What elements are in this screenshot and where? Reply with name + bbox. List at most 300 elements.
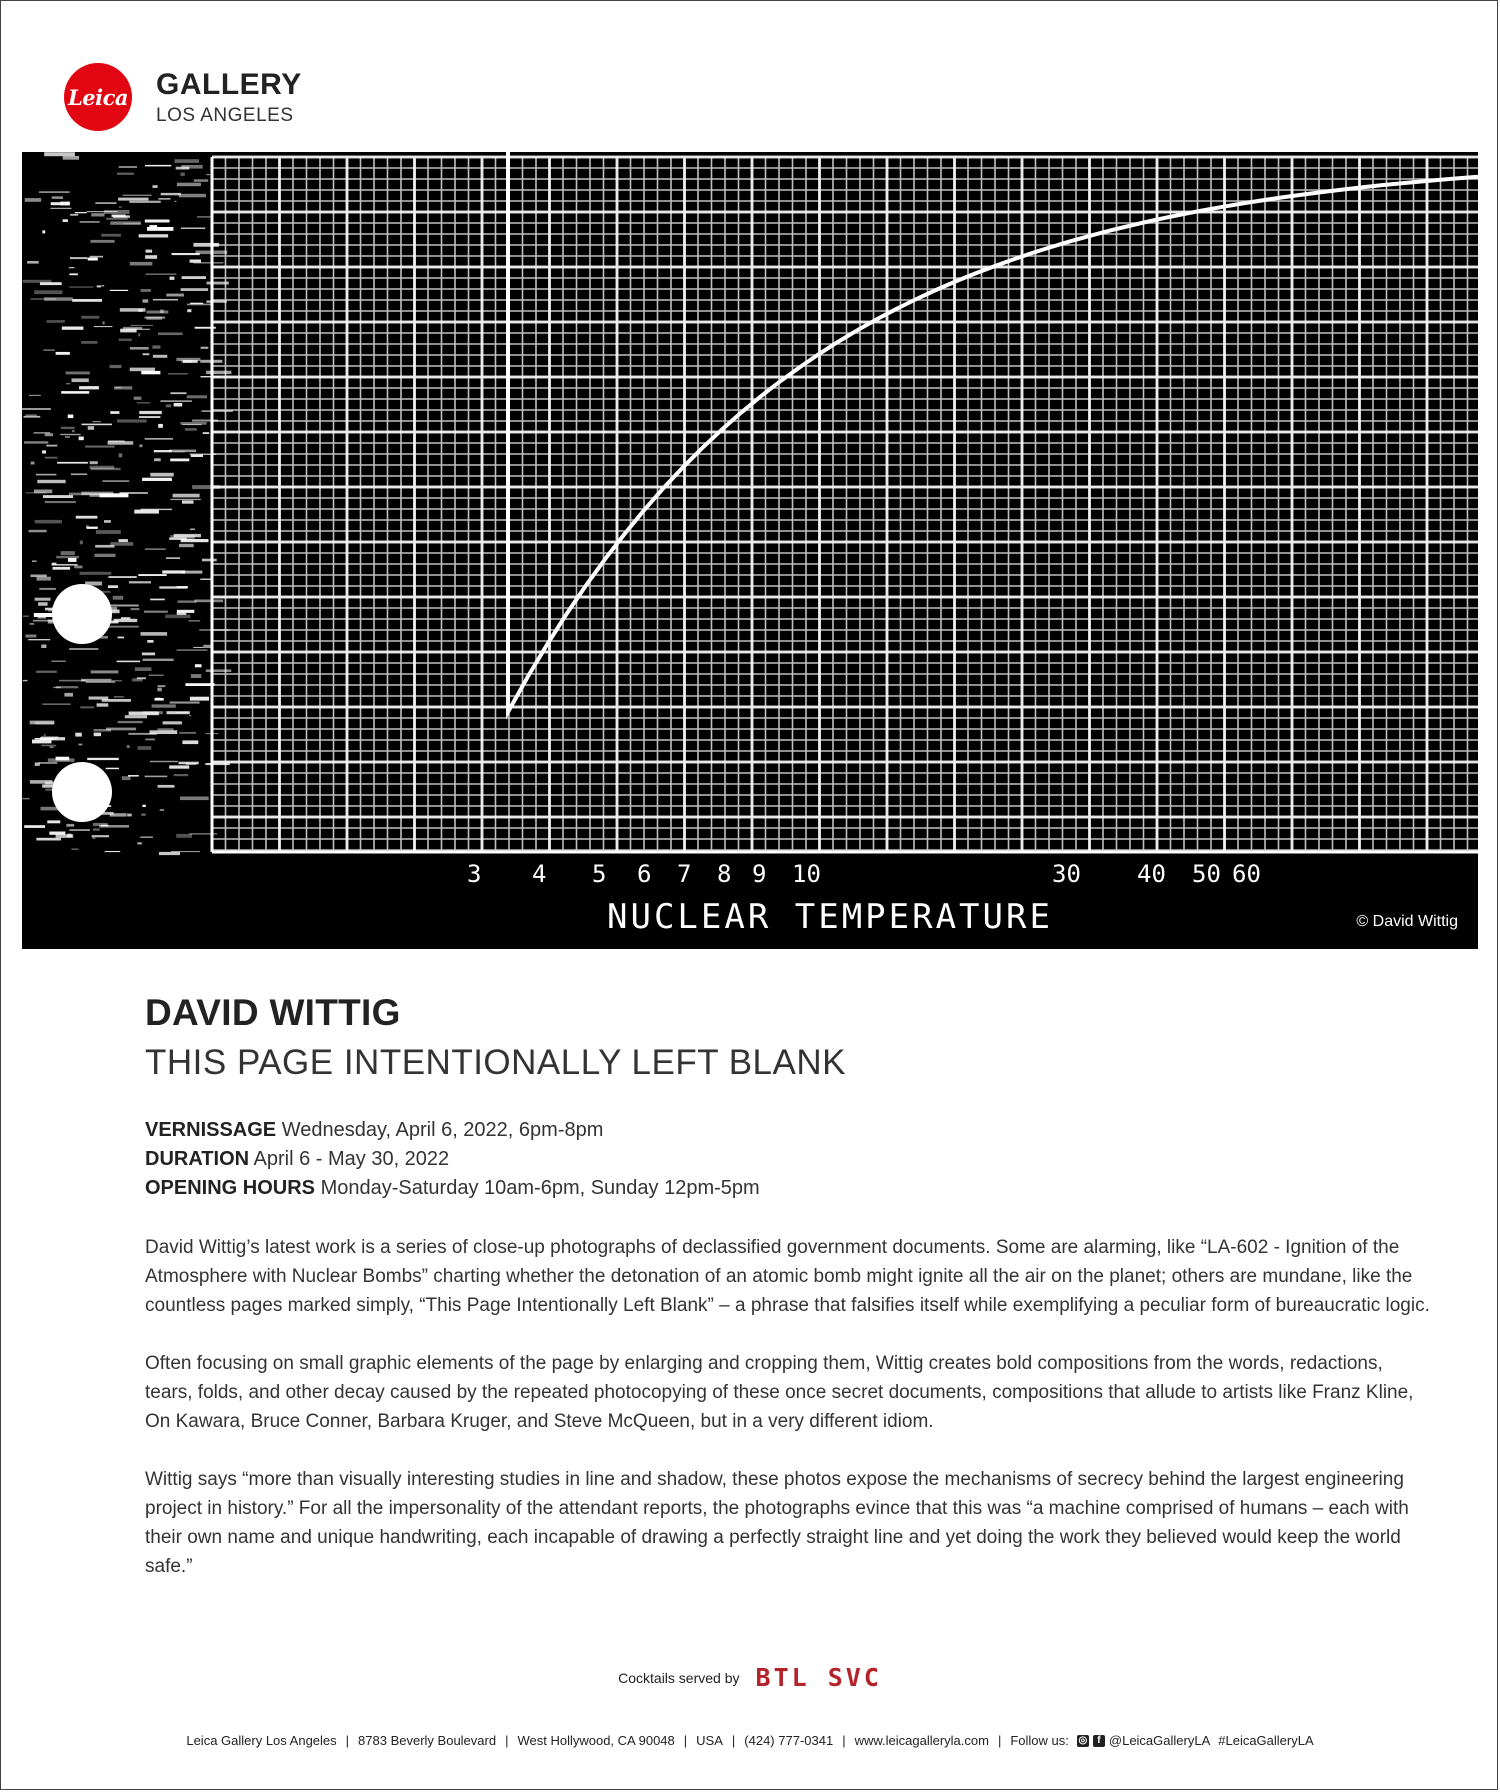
noise-speck	[111, 605, 139, 607]
noise-speck	[174, 403, 183, 407]
noise-speck	[97, 703, 109, 706]
noise-speck	[158, 685, 166, 687]
noise-speck	[138, 746, 152, 750]
noise-speck	[181, 228, 205, 229]
noise-speck	[87, 527, 98, 529]
noise-speck	[70, 257, 88, 259]
noise-speck	[105, 851, 121, 852]
noise-speck	[176, 834, 192, 838]
noise-speck	[145, 548, 166, 550]
noise-speck	[178, 600, 197, 603]
axis-tick-label: 6	[637, 860, 652, 888]
noise-speck	[101, 234, 121, 237]
noise-speck	[69, 648, 98, 650]
noise-speck	[25, 635, 36, 638]
noise-speck	[117, 173, 134, 175]
noise-speck	[38, 616, 47, 619]
noise-speck	[141, 632, 168, 636]
btl-svc-logo[interactable]: BTL SVC	[755, 1663, 882, 1692]
noise-speck	[130, 347, 149, 350]
noise-speck	[106, 768, 119, 770]
noise-speck	[134, 397, 142, 400]
noise-speck	[108, 585, 118, 588]
noise-speck	[202, 559, 217, 562]
opening-hours-label: OPENING HOURS	[145, 1177, 316, 1200]
noise-speck	[158, 424, 163, 428]
noise-speck	[190, 260, 201, 263]
noise-speck	[41, 807, 58, 811]
noise-speck	[119, 539, 128, 542]
noise-speck	[102, 481, 129, 482]
noise-speck	[71, 473, 87, 475]
noise-speck	[64, 693, 73, 697]
noise-speck	[180, 797, 209, 801]
noise-speck	[72, 299, 102, 302]
noise-speck	[108, 576, 136, 578]
noise-speck	[90, 240, 114, 243]
noise-speck	[139, 234, 169, 237]
noise-speck	[66, 372, 90, 375]
noise-speck	[93, 829, 100, 831]
noise-speck	[144, 611, 168, 613]
noise-speck	[170, 702, 200, 704]
noise-speck	[112, 215, 126, 217]
noise-speck	[181, 288, 209, 291]
noise-speck	[35, 598, 51, 601]
noise-speck	[206, 371, 231, 374]
axis-tick-label: 30	[1052, 860, 1081, 888]
noise-speck	[79, 386, 99, 389]
noise-speck	[190, 697, 209, 701]
noise-speck	[62, 327, 84, 330]
noise-speck	[187, 304, 212, 306]
noise-speck	[42, 450, 46, 453]
noise-speck	[110, 290, 129, 291]
noise-speck	[47, 820, 60, 823]
footer-handle[interactable]: @LeicaGalleryLA	[1108, 1733, 1211, 1748]
noise-speck	[35, 722, 54, 725]
axis-tick-label: 50	[1192, 860, 1221, 888]
noise-speck	[119, 166, 137, 168]
noise-speck	[123, 327, 142, 329]
axis-tick-label: 8	[717, 860, 732, 888]
noise-speck	[23, 680, 28, 681]
noise-speck	[90, 256, 103, 258]
noise-speck	[80, 221, 100, 223]
axis-tick-label: 4	[532, 860, 547, 888]
gallery-wordmark	[156, 67, 302, 126]
noise-speck	[91, 468, 121, 471]
footer-separator: |	[997, 1733, 1002, 1748]
noise-speck	[193, 243, 219, 247]
noise-speck	[134, 510, 159, 514]
footer-follow-label: Follow us:	[1010, 1733, 1069, 1748]
noise-speck	[119, 206, 122, 207]
noise-speck	[92, 837, 95, 839]
noise-speck	[71, 848, 78, 850]
noise-speck	[81, 341, 97, 344]
noise-speck	[110, 221, 141, 224]
noise-speck	[201, 376, 221, 377]
noise-speck	[36, 474, 57, 476]
artist-name: DAVID WITTIG	[145, 992, 401, 1033]
noise-speck	[153, 185, 158, 188]
noise-speck	[141, 289, 151, 292]
noise-speck	[142, 653, 155, 656]
body-paragraph-1: David Wittig’s latest work is a series of close-up photographs of declassified government documents. Some are alarming, like “LA-602 - Ignition of the Atmosphere with Nuclear Bombs” charting whether the detonation of an atomic bomb might ignite all the air on the planet; others are mundane, like the countless pages marked simply, “This Page Intentionally Left Blank” – a phrase that falsifies itself while exemplifying a peculiar form of bureaucratic logic.	[145, 1237, 1430, 1317]
noise-speck	[157, 728, 173, 730]
noise-speck	[24, 441, 48, 443]
gallery-name: GALLERY	[156, 67, 302, 101]
noise-speck	[69, 273, 78, 275]
noise-speck	[173, 451, 185, 453]
noise-speck	[137, 402, 150, 403]
noise-speck	[147, 311, 169, 314]
noise-speck	[123, 195, 152, 196]
noise-speck	[67, 834, 71, 838]
noise-speck	[174, 774, 189, 776]
noise-speck	[90, 461, 98, 464]
noise-speck	[159, 852, 180, 855]
noise-speck	[35, 763, 40, 766]
noise-speck	[153, 299, 178, 301]
noise-speck	[179, 762, 199, 765]
noise-speck	[145, 220, 170, 223]
noise-speck	[39, 588, 56, 590]
noise-speck	[34, 490, 52, 494]
sponsor-line	[0, 1663, 1500, 1692]
noise-speck	[177, 586, 188, 588]
noise-speck	[138, 333, 140, 336]
noise-speck	[121, 617, 130, 619]
noise-speck	[139, 444, 142, 447]
noise-speck	[48, 758, 75, 762]
vernissage-value: Wednesday, April 6, 2022, 6pm-8pm	[281, 1119, 604, 1142]
noise-speck	[143, 659, 174, 661]
noise-speck	[106, 728, 136, 731]
noise-speck	[171, 392, 187, 394]
noise-speck	[179, 194, 206, 198]
noise-speck	[172, 253, 200, 255]
noise-speck	[119, 453, 123, 457]
noise-speck	[29, 530, 47, 533]
noise-speck	[76, 516, 98, 519]
noise-speck	[181, 360, 192, 363]
noise-speck	[205, 763, 229, 765]
noise-speck	[44, 297, 73, 301]
footer-separator: |	[683, 1733, 688, 1748]
noise-speck	[65, 436, 70, 437]
noise-speck	[154, 458, 161, 461]
axis-tick-label: 9	[752, 860, 767, 888]
noise-speck	[37, 577, 51, 581]
noise-speck	[158, 333, 183, 336]
noise-speck	[143, 353, 150, 355]
duration-row	[145, 1145, 1445, 1174]
noise-speck	[95, 554, 116, 557]
noise-speck	[75, 212, 87, 213]
noise-speck	[182, 740, 198, 744]
exhibition-title: THIS PAGE INTENTIONALLY LEFT BLANK	[145, 1042, 846, 1082]
instagram-icon[interactable]: ◎	[1078, 1734, 1088, 1746]
noise-speck	[97, 285, 102, 287]
footer-separator: |	[842, 1733, 846, 1748]
noise-speck	[45, 501, 76, 503]
noise-speck	[206, 669, 232, 672]
noise-speck	[114, 386, 132, 389]
duration-label: DURATION	[145, 1148, 250, 1171]
noise-speck	[167, 711, 190, 714]
noise-speck	[130, 262, 153, 266]
noise-speck	[32, 561, 37, 562]
noise-speck	[104, 520, 111, 523]
noise-speck	[81, 316, 99, 319]
noise-speck	[131, 608, 140, 610]
noise-speck	[202, 410, 233, 411]
noise-speck	[82, 424, 113, 426]
noise-speck	[140, 836, 153, 838]
noise-speck	[170, 459, 189, 462]
noise-speck	[139, 416, 160, 418]
noise-speck	[175, 159, 200, 163]
noise-speck	[79, 744, 83, 746]
noise-speck	[185, 683, 214, 686]
noise-speck	[70, 214, 78, 216]
noise-speck	[161, 193, 181, 195]
noise-speck	[145, 776, 168, 778]
noise-speck	[36, 671, 57, 673]
noise-speck	[192, 485, 220, 489]
noise-speck	[179, 732, 196, 734]
noise-speck	[137, 842, 142, 844]
noise-speck	[43, 495, 73, 498]
noise-speck	[162, 570, 185, 573]
noise-speck	[85, 446, 115, 448]
noise-speck	[163, 721, 182, 724]
noise-speck	[66, 383, 70, 384]
noise-speck	[27, 261, 39, 264]
noise-speck	[22, 408, 51, 410]
noise-speck	[177, 183, 201, 187]
noise-speck	[200, 579, 211, 581]
duration-value: April 6 - May 30, 2022	[253, 1148, 450, 1171]
noise-speck	[191, 674, 201, 678]
binder-hole	[52, 762, 112, 822]
noise-speck	[125, 715, 147, 718]
noise-speck	[154, 450, 172, 452]
footer	[0, 1733, 1500, 1748]
noise-speck	[203, 432, 210, 434]
noise-speck	[129, 712, 159, 716]
noise-speck	[56, 556, 79, 558]
exhibition-content	[145, 993, 1445, 1600]
noise-speck	[23, 280, 52, 283]
footer-hashtag[interactable]: #LeicaGalleryLA	[1218, 1733, 1314, 1748]
noise-speck	[75, 733, 82, 737]
noise-speck	[181, 173, 185, 176]
noise-speck	[53, 567, 71, 570]
noise-speck	[141, 371, 160, 374]
noise-speck	[195, 664, 202, 667]
noise-speck	[93, 421, 101, 422]
noise-speck	[86, 681, 115, 683]
noise-speck	[81, 492, 113, 495]
noise-speck	[118, 198, 148, 201]
noise-speck	[45, 457, 58, 459]
noise-speck	[179, 544, 194, 547]
noise-speck	[31, 575, 47, 578]
noise-speck	[39, 191, 70, 193]
noise-speck	[169, 765, 189, 768]
noise-speck	[185, 428, 197, 431]
footer-gallery-name: Leica Gallery Los Angeles	[186, 1733, 337, 1748]
noise-speck	[63, 156, 79, 160]
noise-speck	[201, 347, 209, 349]
noise-speck	[108, 441, 134, 445]
hero-background	[22, 152, 1478, 949]
noise-speck	[135, 667, 152, 671]
noise-speck	[91, 670, 119, 673]
noise-speck	[168, 373, 188, 375]
axis-tick-label: 7	[677, 860, 692, 888]
noise-speck	[206, 174, 210, 175]
footer-separator: |	[731, 1733, 736, 1748]
noise-speck	[150, 761, 178, 762]
noise-speck	[146, 274, 177, 275]
footer-phone[interactable]: (424) 777-0341	[744, 1733, 834, 1748]
noise-speck	[80, 572, 112, 575]
axis-title: NUCLEAR TEMPERATURE	[607, 897, 1053, 937]
noise-speck	[110, 411, 119, 414]
noise-speck	[176, 167, 190, 170]
noise-speck	[110, 813, 127, 816]
noise-speck	[32, 740, 52, 744]
noise-speck	[207, 301, 227, 303]
noise-speck	[158, 198, 170, 200]
footer-website-link[interactable]: www.leicagalleryla.com	[854, 1733, 989, 1748]
noise-speck	[102, 699, 131, 702]
noise-speck	[152, 345, 160, 348]
hero-photograph	[22, 152, 1478, 949]
noise-speck	[142, 478, 172, 481]
noise-speck	[150, 473, 173, 477]
noise-speck	[52, 563, 57, 565]
footer-separator: |	[505, 1733, 509, 1748]
noise-speck	[166, 557, 180, 558]
noise-speck	[91, 213, 104, 216]
noise-speck	[23, 616, 29, 617]
noise-speck	[160, 310, 164, 314]
noise-speck	[61, 391, 89, 394]
photo-credit: © David Wittig	[1356, 913, 1458, 930]
noise-speck	[95, 202, 116, 204]
noise-speck	[41, 745, 56, 747]
sponsor-label: Cocktails served by	[618, 1669, 740, 1686]
noise-speck	[139, 411, 162, 414]
noise-speck	[25, 198, 41, 202]
noise-speck	[31, 462, 35, 465]
facebook-icon[interactable]: f	[1093, 1735, 1105, 1747]
noise-speck	[112, 680, 123, 681]
footer-separator: |	[345, 1733, 350, 1748]
footer-country: USA	[696, 1733, 723, 1748]
noise-speck	[199, 629, 230, 630]
opening-hours-value: Monday-Saturday 10am-6pm, Sunday 12pm-5pm	[320, 1177, 760, 1200]
noise-speck	[189, 620, 201, 621]
noise-speck	[69, 267, 75, 268]
noise-speck	[52, 661, 66, 662]
noise-speck	[45, 433, 53, 436]
noise-speck	[68, 558, 77, 562]
noise-speck	[106, 218, 128, 220]
noise-speck	[166, 294, 184, 297]
noise-speck	[137, 677, 146, 679]
noise-speck	[165, 615, 190, 619]
axis-tick-label: 10	[792, 860, 821, 888]
hero-graph-artwork	[22, 152, 1478, 949]
noise-speck	[169, 537, 187, 540]
noise-speck	[43, 349, 55, 351]
vernissage-row	[145, 1116, 1445, 1145]
noise-speck	[130, 368, 155, 372]
noise-speck	[30, 780, 53, 784]
noise-speck	[149, 225, 157, 228]
noise-speck	[59, 680, 87, 682]
noise-speck	[69, 286, 93, 287]
noise-speck	[69, 829, 90, 831]
noise-speck	[207, 282, 229, 285]
noise-speck	[157, 688, 162, 692]
axis-tick-label: 3	[467, 860, 482, 888]
noise-speck	[56, 352, 70, 355]
noise-speck	[118, 721, 143, 723]
noise-speck	[80, 706, 94, 708]
noise-speck	[114, 696, 124, 698]
noise-speck	[102, 321, 104, 324]
noise-speck	[87, 758, 119, 760]
noise-speck	[138, 309, 143, 312]
noise-speck	[42, 703, 71, 705]
gallery-logo[interactable]	[64, 62, 302, 132]
noise-speck	[127, 814, 132, 817]
noise-speck	[118, 637, 124, 639]
noise-speck	[145, 739, 155, 741]
noise-speck	[141, 814, 145, 816]
noise-speck	[44, 734, 46, 736]
noise-speck	[194, 179, 208, 182]
noise-speck	[119, 492, 147, 494]
noise-speck	[189, 715, 191, 716]
noise-speck	[37, 480, 65, 483]
noise-speck	[28, 639, 50, 640]
leica-logo	[64, 63, 132, 131]
noise-speck	[129, 581, 151, 583]
noise-speck	[150, 599, 165, 601]
noise-speck	[35, 520, 62, 524]
noise-speck	[127, 745, 130, 748]
noise-speck	[60, 434, 80, 435]
noise-speck	[155, 698, 164, 701]
noise-speck	[38, 602, 48, 606]
noise-speck	[170, 499, 200, 500]
noise-speck	[88, 426, 94, 430]
noise-speck	[197, 216, 212, 217]
noise-speck	[150, 730, 178, 734]
noise-speck	[173, 494, 200, 498]
noise-speck	[24, 825, 45, 828]
noise-speck	[166, 404, 171, 407]
noise-speck	[66, 824, 74, 827]
